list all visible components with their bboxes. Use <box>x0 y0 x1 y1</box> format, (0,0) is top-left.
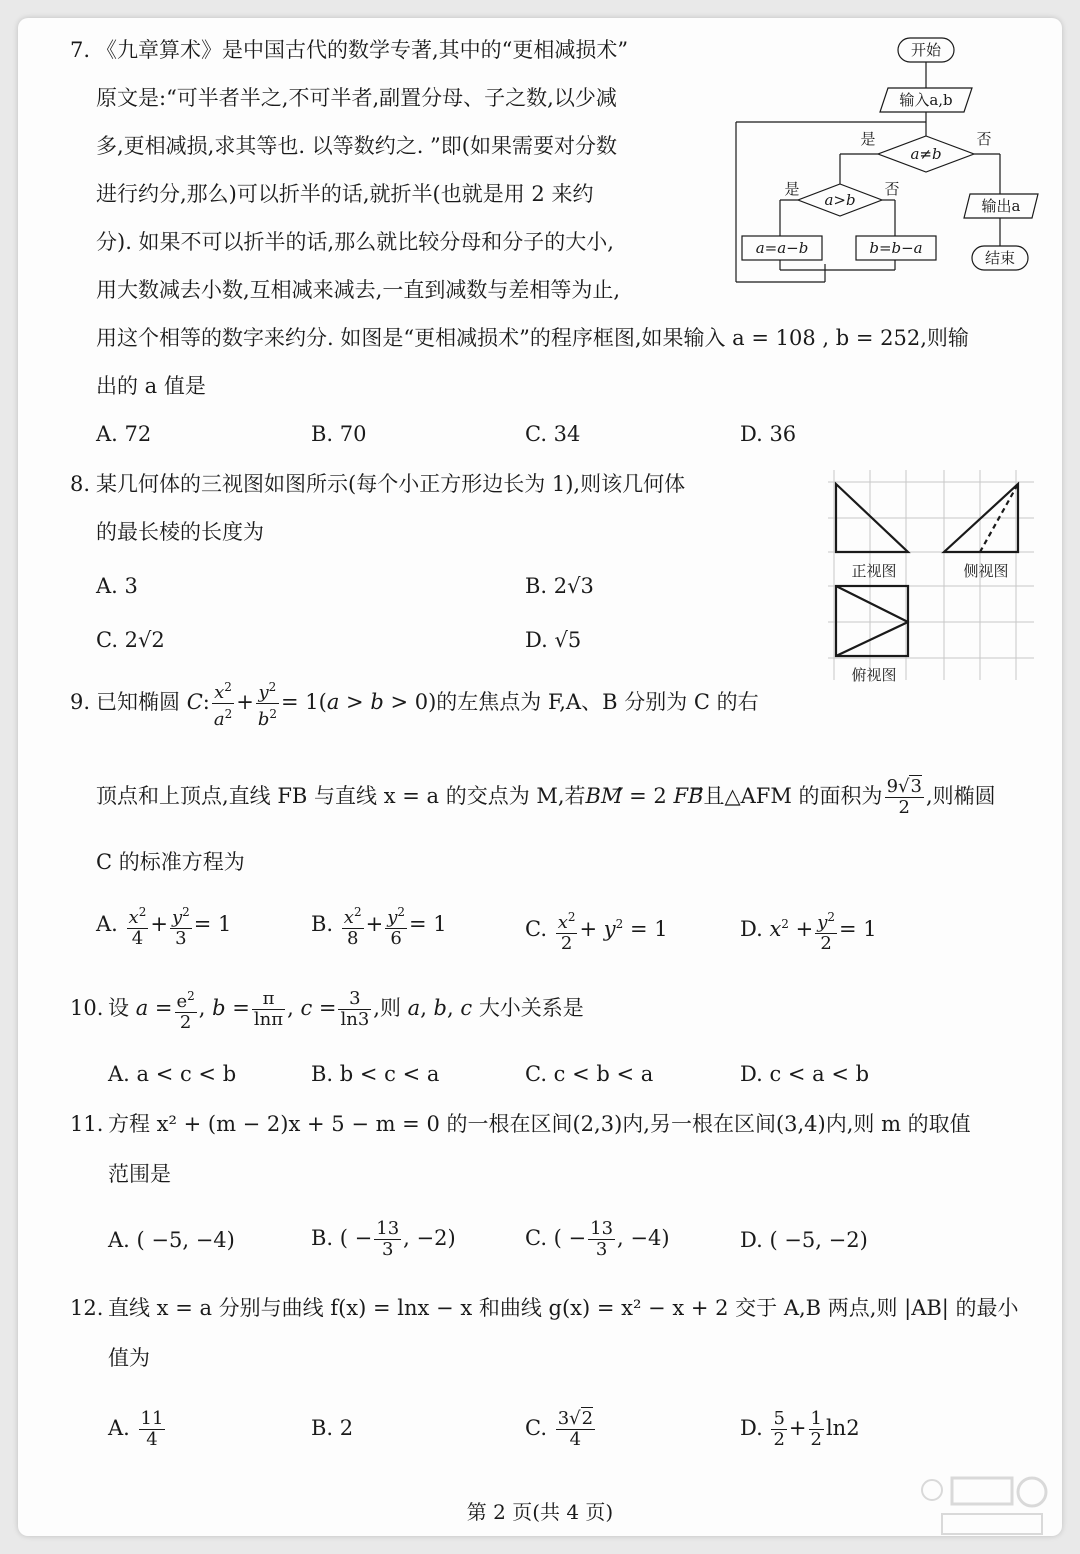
flow-start-label: 开始 <box>910 41 942 59</box>
q9-ellipse-y-term: $\frac{y^2}{b^2}$ <box>256 677 279 730</box>
q9-option-a: A. $\frac{x^2}{4}$ + $\frac{y^2}{3}$ = 1 <box>96 898 231 950</box>
q7-line-7: 用这个相等的数字来约分. 如图是“更相减损术”的程序框图,如果输入 a = 108 , b = 252,则输 <box>96 326 969 350</box>
q10-option-c: C. c < b < a <box>525 1062 654 1086</box>
front-view-caption: 正视图 <box>851 562 897 580</box>
q8-option-a: A. 3 <box>96 574 138 598</box>
watermark-logo <box>912 1470 1052 1540</box>
q12-line-1: 直线 x = a 分别与曲线 f(x) = lnx − x 和曲线 g(x) = x² − x + 2 交于 A,B 两点,则 |AB| 的最小 <box>108 1296 1019 1320</box>
flow-input-label: 输入a,b <box>899 91 953 109</box>
flow-cond2-label: a>b <box>824 191 856 209</box>
flow-right-assign-label: b=b−a <box>869 239 923 257</box>
q10-option-b: B. b < c < a <box>311 1062 440 1086</box>
q10-line: 设 a = $\frac{e^2}{2}$ , b = $\frac{\pi}{\ln\pi}$ , c = $\frac{3}{\ln 3}$ ,则 a, b, c 大小关系是 <box>108 988 584 1033</box>
q8-option-c: C. 2√2 <box>96 628 165 652</box>
q7-line-2: 原文是:“可半者半之,不可半者,副置分母、子之数,以少减 <box>96 86 617 110</box>
q12-option-a: A. $\frac{11}{4}$ <box>108 1408 164 1450</box>
q8-option-d: D. √5 <box>525 628 582 652</box>
q7-line-1: 《九章算术》是中国古代的数学专著,其中的“更相减损术” <box>96 38 629 62</box>
q9-line-1-a: 已知椭圆 <box>96 690 180 714</box>
flow-yes-1: 是 <box>860 130 876 148</box>
flowchart-diagram <box>730 32 1050 292</box>
flow-cond1-label: a≠b <box>910 145 942 163</box>
q9-line-3: C 的标准方程为 <box>96 850 245 874</box>
top-view-square <box>836 586 908 656</box>
q7-line-4: 进行约分,那么)可以折半的话,就折半(也就是用 2 来约 <box>96 182 594 206</box>
q10-line-text: 大小关系是 <box>478 996 584 1020</box>
flow-output-label: 输出a <box>981 197 1021 215</box>
q9-line-1: 已知椭圆 C: $\frac{x^2}{a^2}$ + $\frac{y^2}{b^2}$ = 1(a > b > 0)的左焦点为 F,A、B 分别为 C 的右 <box>96 676 759 730</box>
q10-option-d: D. c < a < b <box>740 1062 870 1086</box>
top-view-caption: 俯视图 <box>851 666 897 684</box>
q7-option-d: D. 36 <box>740 422 797 446</box>
q9-option-d: D. $x^2$ + $\frac{y^2}{2}$ = 1 <box>740 898 877 955</box>
q10-option-a: A. a < c < b <box>108 1062 237 1086</box>
q9-number: 9. <box>70 690 91 714</box>
q11-line-1: 方程 x² + (m − 2)x + 5 − m = 0 的一根在区间(2,3)内,另一根在区间(3,4)内,则 m 的取值 <box>108 1112 971 1136</box>
q12-number: 12. <box>70 1296 104 1320</box>
flow-no-2: 否 <box>884 180 900 198</box>
q10-number: 10. <box>70 996 104 1020</box>
q12-line-2: 值为 <box>108 1346 150 1370</box>
q7-line-3: 多,更相减损,求其等也. 以等数约之. ”即(如果需要对分数 <box>96 134 617 158</box>
flow-yes-2: 是 <box>784 180 800 198</box>
q7-line-6: 用大数减去小数,互相减来减去,一直到减数与差相等为止, <box>96 278 621 302</box>
side-view-caption: 侧视图 <box>963 562 1009 580</box>
q7-line-8: 出的 a 值是 <box>96 374 206 398</box>
q12-option-b: B. 2 <box>311 1416 354 1440</box>
q9-area-fraction: $\frac{9√3}{2}$ <box>886 776 922 818</box>
q11-number: 11. <box>70 1112 104 1136</box>
q9-line-2-c: ,则椭圆 <box>925 784 996 808</box>
q9-line-2: 顶点和上顶点,直线 FB 与直线 x = a 的交点为 M,若BM⃗ = 2 FB且△AFM 的面积为 $\frac{9√3}{2}$ ,则椭圆 <box>96 776 996 818</box>
three-views-figure <box>828 470 1034 686</box>
q8-number: 8. <box>70 472 91 496</box>
q7-number: 7. <box>70 38 91 62</box>
q8-line-1: 某几何体的三视图如图所示(每个小正方形边长为 1),则该几何体 <box>96 472 686 496</box>
flow-no-1: 否 <box>976 130 992 148</box>
flow-left-assign-label: a=a−b <box>755 239 809 257</box>
q8-line-2: 的最长棱的长度为 <box>96 520 264 544</box>
q7-line-5: 分). 如果不可以折半的话,那么就比较分母和分子的大小, <box>96 230 614 254</box>
q11-line-2: 范围是 <box>108 1162 171 1186</box>
q9-line-2-a: 顶点和上顶点,直线 FB 与直线 x = a 的交点为 M,若 <box>96 784 586 808</box>
q12-option-c: C. $\frac{3√2}{4}$ <box>525 1408 594 1450</box>
q11-option-b: B. ( − $\frac{13}{3}$ , −2) <box>311 1218 456 1260</box>
q9-line-1-b: 的左焦点为 F,A、B 分别为 C 的右 <box>436 690 759 714</box>
q9-ellipse-x-term: $\frac{x^2}{a^2}$ <box>212 677 234 730</box>
q7-option-c: C. 34 <box>525 422 581 446</box>
q9-option-c: C. $\frac{x^2}{2}$ + $y^2 = 1$ <box>525 898 668 955</box>
q9-line-2-b: 且△AFM 的面积为 <box>703 784 883 808</box>
q11-option-d: D. ( −5, −2) <box>740 1228 868 1252</box>
q11-option-c: C. ( − $\frac{13}{3}$ , −4) <box>525 1218 670 1260</box>
q7-option-a: A. 72 <box>96 422 152 446</box>
q11-option-a: A. ( −5, −4) <box>108 1228 235 1252</box>
page-footer: 第 2 页(共 4 页) <box>466 1500 614 1524</box>
flow-end-label: 结束 <box>984 249 1016 267</box>
q8-option-b: B. 2√3 <box>525 574 594 598</box>
q9-option-b: B. $\frac{x^2}{8}$ + $\frac{y^2}{6}$ = 1 <box>311 898 447 950</box>
q7-option-b: B. 70 <box>311 422 367 446</box>
q12-option-d: D. $\frac{5}{2}$ + $\frac{1}{2}$ ln2 <box>740 1408 860 1450</box>
